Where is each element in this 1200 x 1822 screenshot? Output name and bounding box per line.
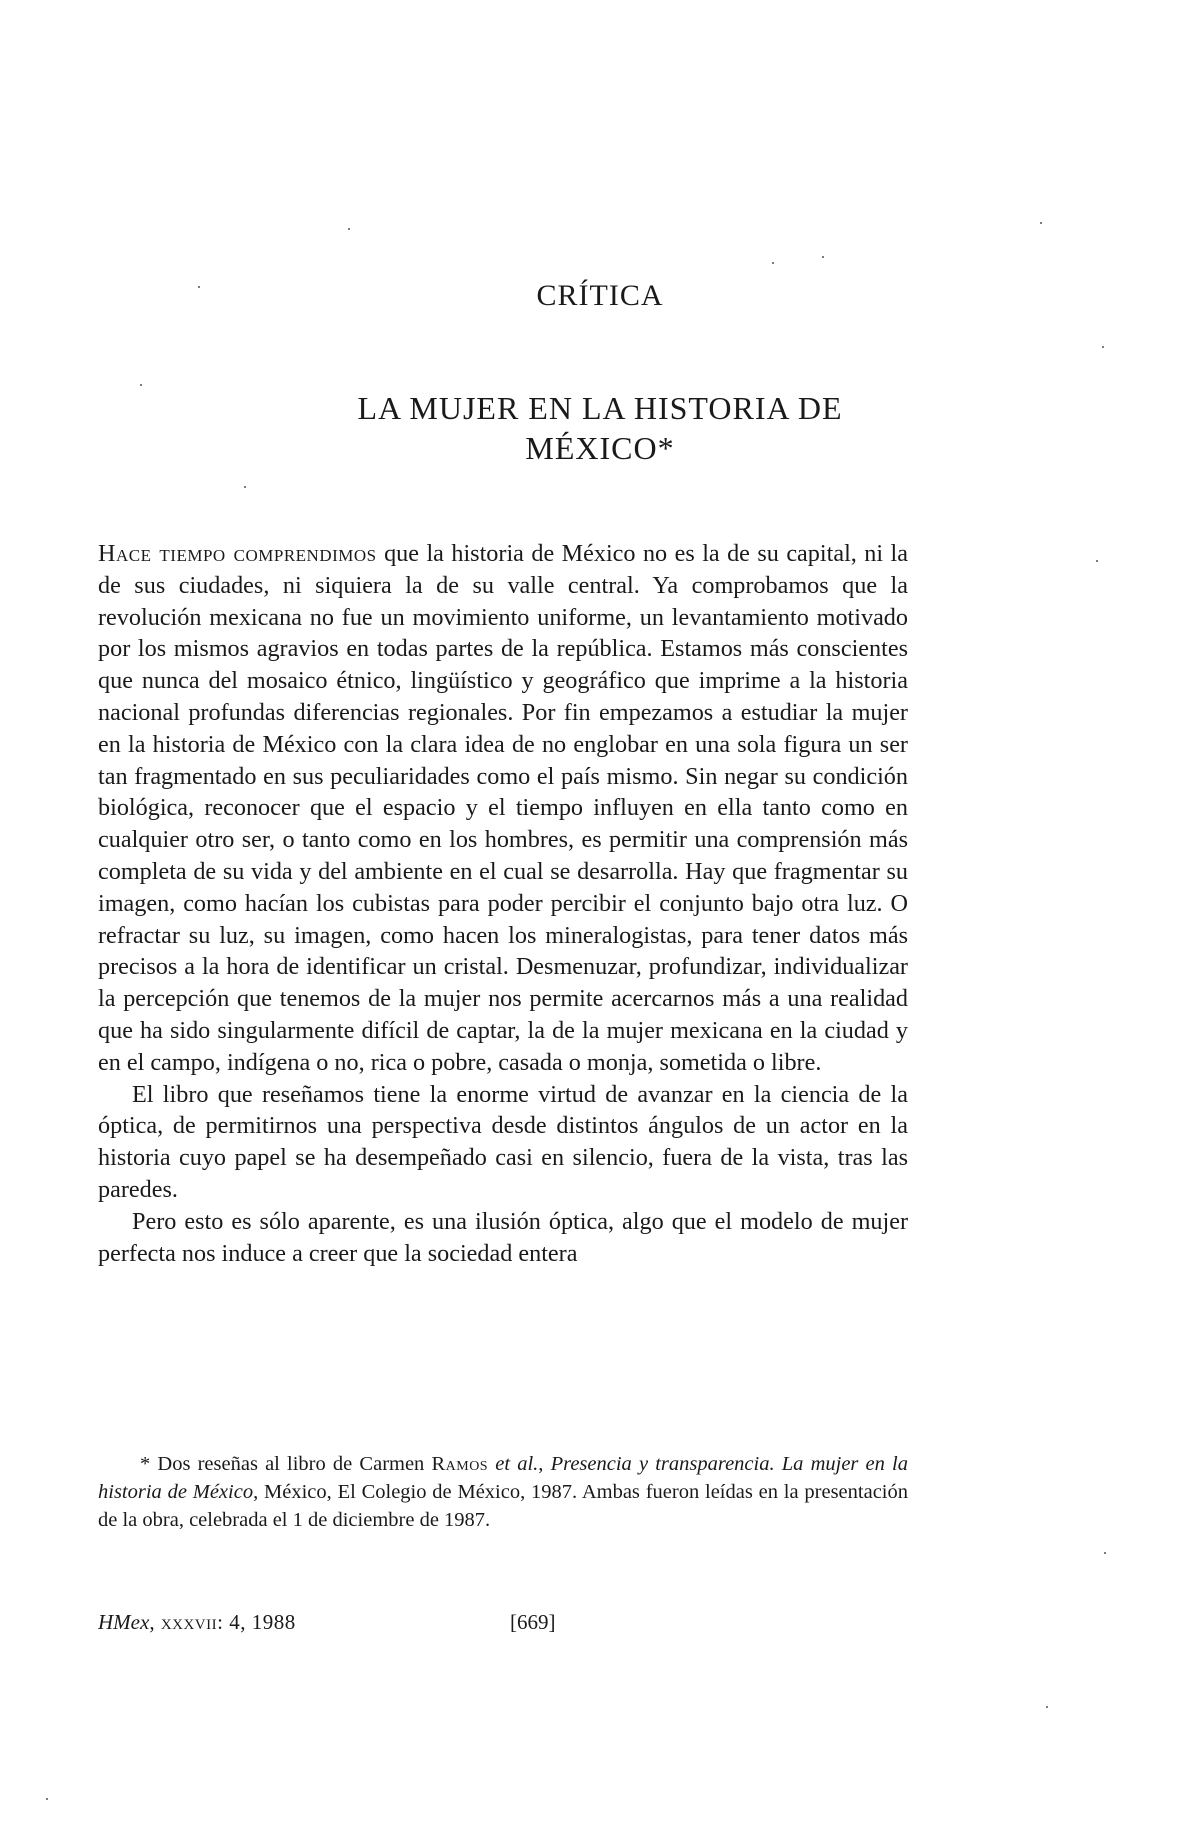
paragraph-1-text: que la historia de México no es la de su capital, ni la de sus ciudades, ni siquiera la de su valle central. Ya comprobamos que la revolución mexicana no fue un movimiento uniforme, un levantamiento motivado por los mismos agravios en todas partes de la república. Estamos más conscientes que nunca del mosaico étnico, lingüístico y geográfico que imprime a la historia nacional profundas diferencias regionales. Por fin empezamos a estudiar la mujer en la historia de México con la clara idea de no englobar en una sola figura un ser tan fragmentado en sus peculiaridades como el país mismo. Sin negar su condición biológica, reconocer que el espacio y el tiempo influyen en ella tanto como en cualquier otro ser, o tanto como en los hombres, es permitir una comprensión más completa de su vida y del ambiente en el cual se desarrolla. Hay que fragmentar su imagen, como hacían los cubistas para poder percibir el conjunto bajo otra luz. O refractar su luz, su imagen, como hacen los mineralogistas, para tener datos más precisos a la hora de identificar un cristal. Desmenuzar, profundizar, individualizar la percepción que tenemos de la mujer nos permite acercarnos más a una realidad que ha sido singularmente difícil de captar, la de la mujer mexicana en la ciudad y en el campo, indígena o no, rica o pobre, casada o monja, sometida o libre. xyxy=(98,540,908,1076)
paragraph-1-lead: Hace tiempo comprendimos xyxy=(98,540,377,567)
page-number: [669] xyxy=(510,1610,556,1634)
footnote-text-2: , xyxy=(538,1453,551,1475)
footnote-et-al: et al. xyxy=(488,1453,539,1475)
scan-speck xyxy=(1102,346,1104,348)
scan-speck xyxy=(198,286,200,288)
scan-speck xyxy=(348,228,350,230)
paragraph-2: El libro que reseñamos tiene la enorme virtud de avanzar en la ciencia de la óptica, de permitirnos una perspectiva desde distintos ángulos de un actor en la historia cuyo papel se ha desempeñado casi en silencio, fuera de la vista, tras las paredes. xyxy=(98,1080,908,1203)
paragraph-1 xyxy=(98,538,908,1079)
scan-speck xyxy=(46,1798,48,1800)
section-heading: CRÍTICA xyxy=(536,279,664,312)
footnote-author-surname: Ramos xyxy=(431,1453,489,1475)
scan-speck xyxy=(1104,1552,1106,1554)
footnote-book-title: Presencia y transparencia. La mujer en la historia de México xyxy=(98,1453,909,1503)
footnote-text-3: , México, El Colegio de México, 1987. Ambas fueron leídas en la presentación de la obra, celebrada el 1 de diciembre de 1987. xyxy=(98,1481,908,1531)
scan-speck xyxy=(772,262,774,264)
scan-speck xyxy=(1096,560,1098,562)
scan-speck xyxy=(140,384,142,386)
volume-issue: , xxxvii: 4, 1988 xyxy=(149,1610,296,1634)
article-title xyxy=(0,388,1200,468)
article-title-line-2: MÉXICO* xyxy=(525,430,675,466)
paragraph-3: Pero esto es sólo aparente, es una ilusión óptica, algo que el modelo de mujer perfecta nos induce a creer que la sociedad entera xyxy=(98,1207,908,1267)
journal-abbrev: HMex xyxy=(98,1610,150,1634)
footnote xyxy=(98,1450,908,1534)
footnote-text-1: Dos reseñas al libro de Carmen xyxy=(150,1453,432,1475)
scan-speck xyxy=(822,256,824,258)
scan-speck xyxy=(1040,222,1042,224)
scan-speck xyxy=(244,486,246,488)
journal-reference xyxy=(98,1608,296,1636)
article-title-line-1: LA MUJER EN LA HISTORIA DE xyxy=(357,390,843,426)
footnote-marker: * xyxy=(140,1453,151,1475)
scan-speck xyxy=(1046,1706,1048,1708)
article-body xyxy=(98,538,908,1269)
